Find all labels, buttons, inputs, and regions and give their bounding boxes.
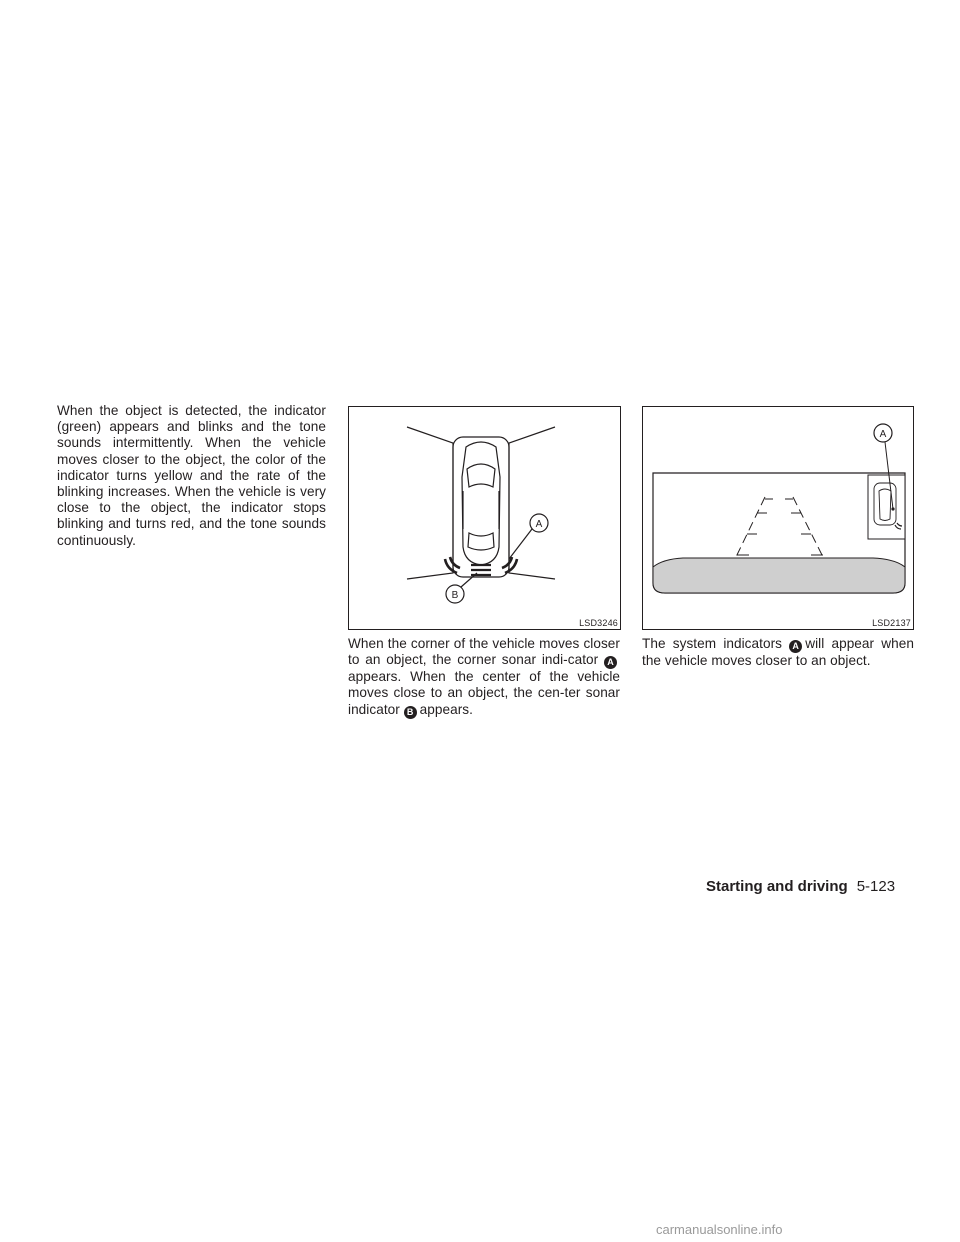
text-part: When the corner of the vehicle moves closer to an object, the corner sonar indi-cator <box>348 636 620 668</box>
text-part: appears. When the center of the vehicle moves close to an object, the cen-ter sonar indicator <box>348 669 620 717</box>
text-part: The system indicators <box>642 636 782 651</box>
figure-system-indicators-screen <box>642 406 914 630</box>
parking-line-right <box>509 427 555 579</box>
figure-code: LSD3246 <box>579 618 618 628</box>
callout-b-text: B <box>451 590 459 601</box>
callout-marker-b: B <box>404 706 417 719</box>
callout-a-text: A <box>535 519 543 530</box>
rear-bumper-view <box>653 558 905 593</box>
section-title: Starting and driving <box>706 878 848 895</box>
text-part: will appear when the vehicle moves closer to an object. <box>642 636 914 668</box>
callout-marker-a: A <box>604 656 617 669</box>
figure-code: LSD2137 <box>872 618 911 628</box>
top-view-illustration <box>349 407 620 629</box>
callout-a-leader <box>509 529 532 559</box>
predicted-course-lines <box>736 497 823 557</box>
body-paragraph-corner-center-sonar <box>348 636 620 719</box>
page-footer <box>706 877 918 897</box>
text-part: appears. <box>419 701 473 717</box>
screen-illustration <box>643 407 913 629</box>
parking-line-left <box>407 427 453 579</box>
watermark-text: carmanualsonline.info <box>656 1222 783 1237</box>
body-paragraph-indicator-behavior: When the object is detected, the indicator (green) appears and blinks and the tone sounds intermittently. When the vehicle moves closer to the object, the color of the indicator turns yellow and the rate of the blinking increases. When the vehicle is very close to the object, the indicator stops blinking and turns red, and the tone sounds continuously. <box>57 403 326 548</box>
callout-marker-a: A <box>789 640 802 653</box>
body-paragraph-system-indicators <box>642 636 914 669</box>
page-number: 5-123 <box>856 878 896 895</box>
distance-guide-ticks <box>737 499 823 555</box>
vehicle-guide-frame <box>453 437 509 577</box>
figure-sonar-top-view <box>348 406 621 630</box>
center-sonar-bars <box>471 565 491 575</box>
car-windshield <box>467 464 495 487</box>
car-rear-window <box>468 533 494 550</box>
callout-a-text: A <box>879 429 887 440</box>
